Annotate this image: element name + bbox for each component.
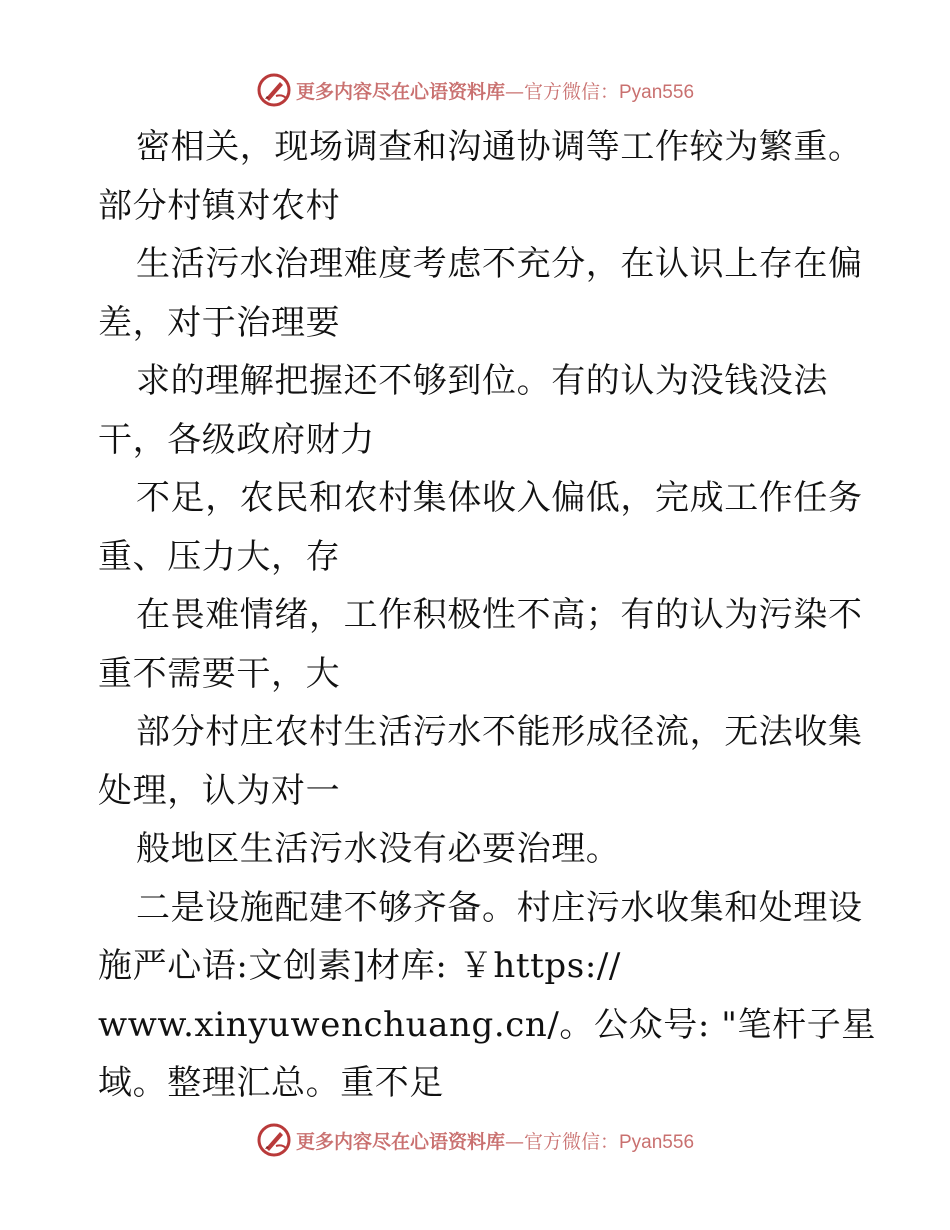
- banner-title: 更多内容尽在心语资料库: [295, 1130, 505, 1153]
- text-line: 生活污水治理难度考虑不充分，在认识上存在偏: [136, 244, 863, 284]
- text-line: 二是设施配建不够齐备。村庄污水收集和处理设: [136, 887, 863, 928]
- text-line: 干，各级政府财力: [98, 419, 375, 460]
- banner-contact: 官方微信：Pyan556: [524, 81, 695, 103]
- text-line: 部分村庄农村生活污水不能形成径流，无法收集: [136, 712, 863, 752]
- banner-title: 更多内容尽在心语资料库: [295, 80, 505, 103]
- text-line: 不足，农民和农村集体收入偏低，完成工作任务: [136, 478, 863, 518]
- pen-logo-icon: [256, 1122, 292, 1158]
- header-banner: [0, 70, 950, 110]
- banner-separator: —: [505, 80, 524, 103]
- text-line: 重、压力大，存: [98, 536, 341, 577]
- text-line: www.xinyuwenchuang.cn/。公众号: "笔杆子星: [98, 1004, 876, 1045]
- text-line: 重不需要干，大: [98, 653, 341, 694]
- footer-banner: [0, 1120, 950, 1160]
- text-line: 域。整理汇总。重不足: [98, 1063, 444, 1103]
- text-line: 部分村镇对农村: [98, 185, 341, 226]
- text-line: 在畏难情绪，工作积极性不高；有的认为污染不: [136, 595, 863, 635]
- document-body: [98, 118, 888, 1113]
- text-line: 密相关，现场调查和沟通协调等工作较为繁重。: [136, 127, 863, 167]
- banner-separator: —: [505, 1130, 524, 1153]
- pen-logo-icon: [256, 72, 292, 108]
- banner-contact: 官方微信：Pyan556: [524, 1131, 695, 1153]
- text-line: 施严心语:文创素]材库: ￥https://: [98, 946, 621, 986]
- text-line: 求的理解把握还不够到位。有的认为没钱没法: [136, 361, 828, 401]
- text-line: 差，对于治理要: [98, 302, 341, 343]
- text-line: 般地区生活污水没有必要治理。: [136, 829, 621, 869]
- text-line: 处理，认为对一: [98, 770, 341, 811]
